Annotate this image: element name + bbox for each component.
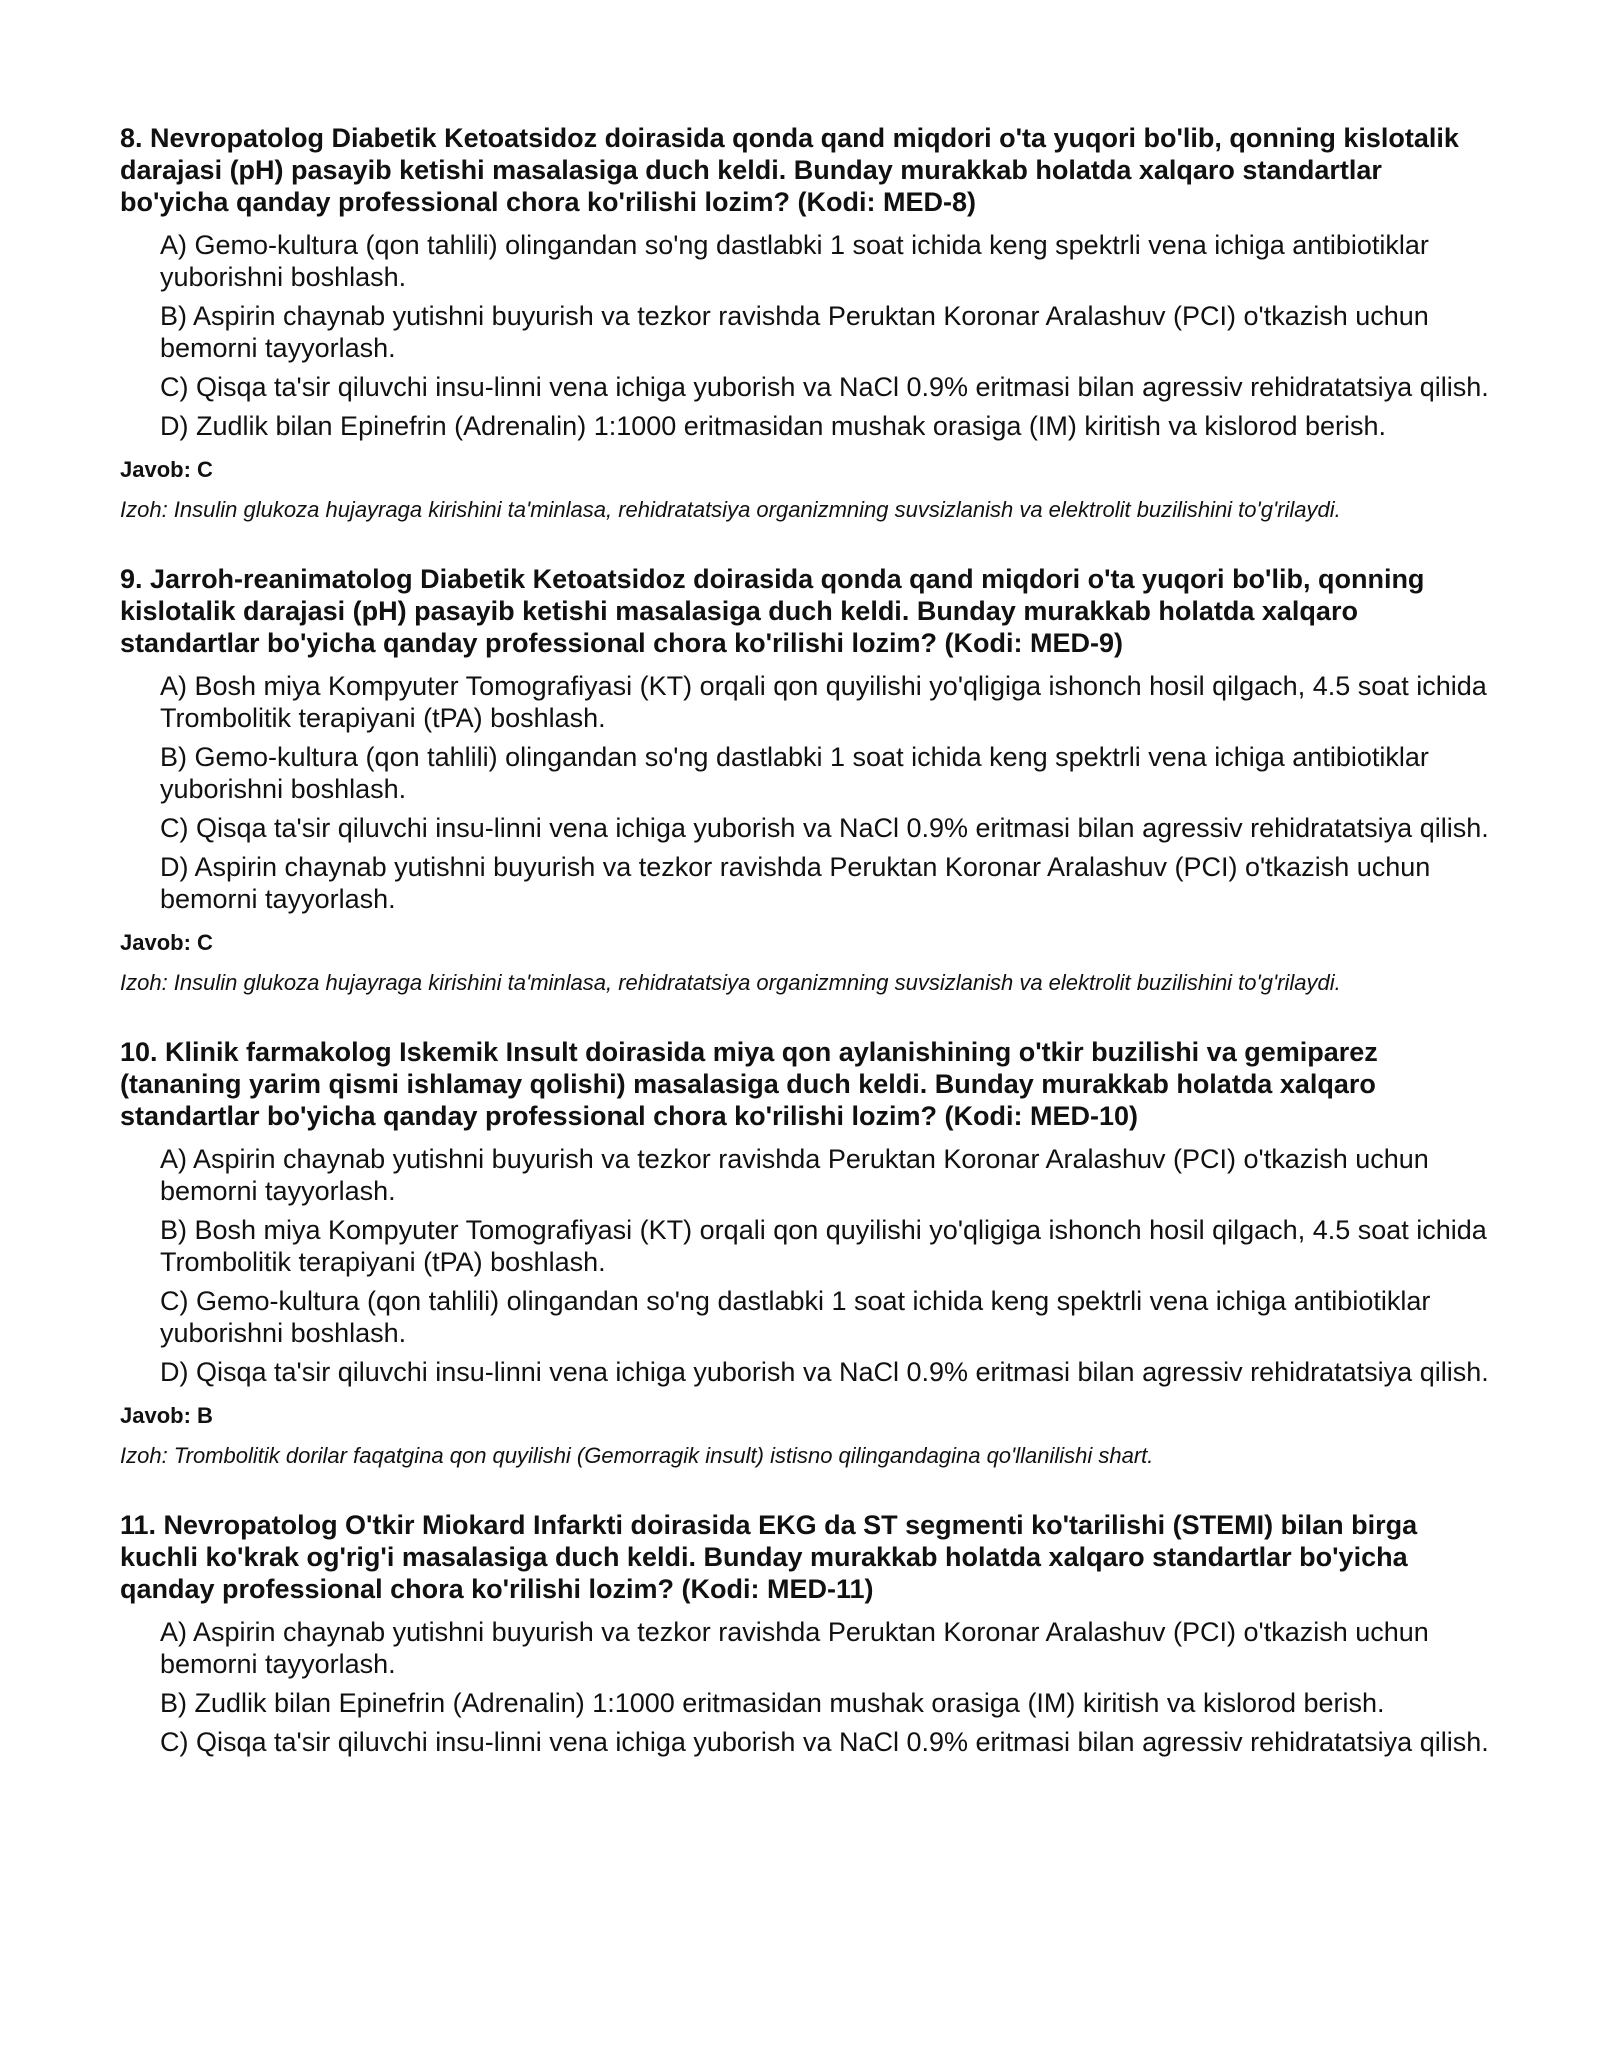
option-b: B) Zudlik bilan Epinefrin (Adrenalin) 1:1000 eritmasidan mushak orasiga (IM) kiritish va kislorod berish. bbox=[160, 1688, 1385, 1718]
answer-label: Javob: C bbox=[120, 930, 213, 955]
option-list bbox=[120, 229, 1490, 442]
question-10 bbox=[120, 1036, 1490, 1471]
question-title: 8. Nevropatolog Diabetik Ketoatsidoz doirasida qonda qand miqdori o'ta yuqori bo'lib, qonning kislotalik darajasi (pH) pasayib ketishi masalasiga duch keldi. Bunday murakkab holatda xalqaro standartlar bo'yicha qanday professional chora ko'rilishi lozim? (Kodi: MED-8) bbox=[120, 123, 1459, 217]
option-a: A) Aspirin chaynab yutishni buyurish va tezkor ravishda Peruktan Koronar Aralashuv (PCI) o'tkazish uchun bemorni tayyorlash. bbox=[160, 1617, 1429, 1679]
option-b: B) Bosh miya Kompyuter Tomografiyasi (KT) orqali qon quyilishi yo'qligiga ishonch hosil qilgach, 4.5 soat ichida Trombolitik terapiyani (tPA) boshlash. bbox=[160, 1215, 1487, 1277]
option-c: C) Qisqa ta'sir qiluvchi insu-linni vena ichiga yuborish va NaCl 0.9% eritmasi bilan agressiv rehidratatsiya qilish. bbox=[160, 1727, 1489, 1757]
option-d: D) Aspirin chaynab yutishni buyurish va tezkor ravishda Peruktan Koronar Aralashuv (PCI) o'tkazish uchun bemorni tayyorlash. bbox=[160, 852, 1431, 914]
question-9 bbox=[120, 563, 1490, 998]
question-title: 9. Jarroh-reanimatolog Diabetik Ketoatsidoz doirasida qonda qand miqdori o'ta yuqori bo'lib, qonning kislotalik darajasi (pH) pasayib ketishi masalasiga duch keldi. Bunday murakkab holatda xalqaro standartlar bo'yicha qanday professional chora ko'rilishi lozim? (Kodi: MED-9) bbox=[120, 564, 1425, 658]
option-a: A) Aspirin chaynab yutishni buyurish va tezkor ravishda Peruktan Koronar Aralashuv (PCI) o'tkazish uchun bemorni tayyorlash. bbox=[160, 1144, 1429, 1206]
option-b: B) Gemo-kultura (qon tahlili) olingandan so'ng dastlabki 1 soat ichida keng spektrli vena ichiga antibiotiklar yuborishni boshlash. bbox=[160, 742, 1429, 804]
answer-label: Javob: B bbox=[120, 1403, 213, 1428]
answer-label: Javob: C bbox=[120, 457, 213, 482]
option-list bbox=[120, 1616, 1490, 1758]
option-d: D) Zudlik bilan Epinefrin (Adrenalin) 1:1000 eritmasidan mushak orasiga (IM) kiritish va kislorod berish. bbox=[160, 411, 1387, 441]
option-a: A) Bosh miya Kompyuter Tomografiyasi (KT) orqali qon quyilishi yo'qligiga ishonch hosil qilgach, 4.5 soat ichida Trombolitik terapiyani (tPA) boshlash. bbox=[160, 671, 1487, 733]
option-a: A) Gemo-kultura (qon tahlili) olingandan so'ng dastlabki 1 soat ichida keng spektrli vena ichiga antibiotiklar yuborishni boshlash. bbox=[160, 230, 1429, 292]
question-8 bbox=[120, 122, 1490, 525]
option-c: C) Qisqa ta'sir qiluvchi insu-linni vena ichiga yuborish va NaCl 0.9% eritmasi bilan agressiv rehidratatsiya qilish. bbox=[160, 813, 1489, 843]
question-title: 10. Klinik farmakolog Iskemik Insult doirasida miya qon aylanishining o'tkir buzilishi va gemiparez (tananing yarim qismi ishlamay qolishi) masalasiga duch keldi. Bunday murakkab holatda xalqaro standartlar bo'yicha qanday professional chora ko'rilishi lozim? (Kodi: MED-10) bbox=[120, 1037, 1378, 1131]
explanation-note: Izoh: Insulin glukoza hujayraga kirishini ta'minlasa, rehidratatsiya organizmning suvsizlanish va elektrolit buzilishini to'g'rilaydi. bbox=[120, 497, 1341, 522]
option-list bbox=[120, 1143, 1490, 1388]
explanation-note: Izoh: Insulin glukoza hujayraga kirishini ta'minlasa, rehidratatsiya organizmning suvsizlanish va elektrolit buzilishini to'g'rilaydi. bbox=[120, 970, 1341, 995]
option-c: C) Gemo-kultura (qon tahlili) olingandan so'ng dastlabki 1 soat ichida keng spektrli vena ichiga antibiotiklar yuborishni boshlash. bbox=[160, 1286, 1431, 1348]
option-list bbox=[120, 670, 1490, 915]
option-b: B) Aspirin chaynab yutishni buyurish va tezkor ravishda Peruktan Koronar Aralashuv (PCI) o'tkazish uchun bemorni tayyorlash. bbox=[160, 301, 1429, 363]
option-d: D) Qisqa ta'sir qiluvchi insu-linni vena ichiga yuborish va NaCl 0.9% eritmasi bilan agressiv rehidratatsiya qilish. bbox=[160, 1357, 1489, 1387]
question-11 bbox=[120, 1509, 1490, 1758]
option-c: C) Qisqa ta'sir qiluvchi insu-linni vena ichiga yuborish va NaCl 0.9% eritmasi bilan agressiv rehidratatsiya qilish. bbox=[160, 372, 1489, 402]
question-title: 11. Nevropatolog O'tkir Miokard Infarkti doirasida EKG da ST segmenti ko'tarilishi (STEMI) bilan birga kuchli ko'krak og'rig'i masalasiga duch keldi. Bunday murakkab holatda xalqaro standartlar bo'yicha qanday professional chora ko'rilishi lozim? (Kodi: MED-11) bbox=[120, 1510, 1418, 1604]
explanation-note: Izoh: Trombolitik dorilar faqatgina qon quyilishi (Gemorragik insult) istisno qilingandagina qo'llanilishi shart. bbox=[120, 1443, 1154, 1468]
